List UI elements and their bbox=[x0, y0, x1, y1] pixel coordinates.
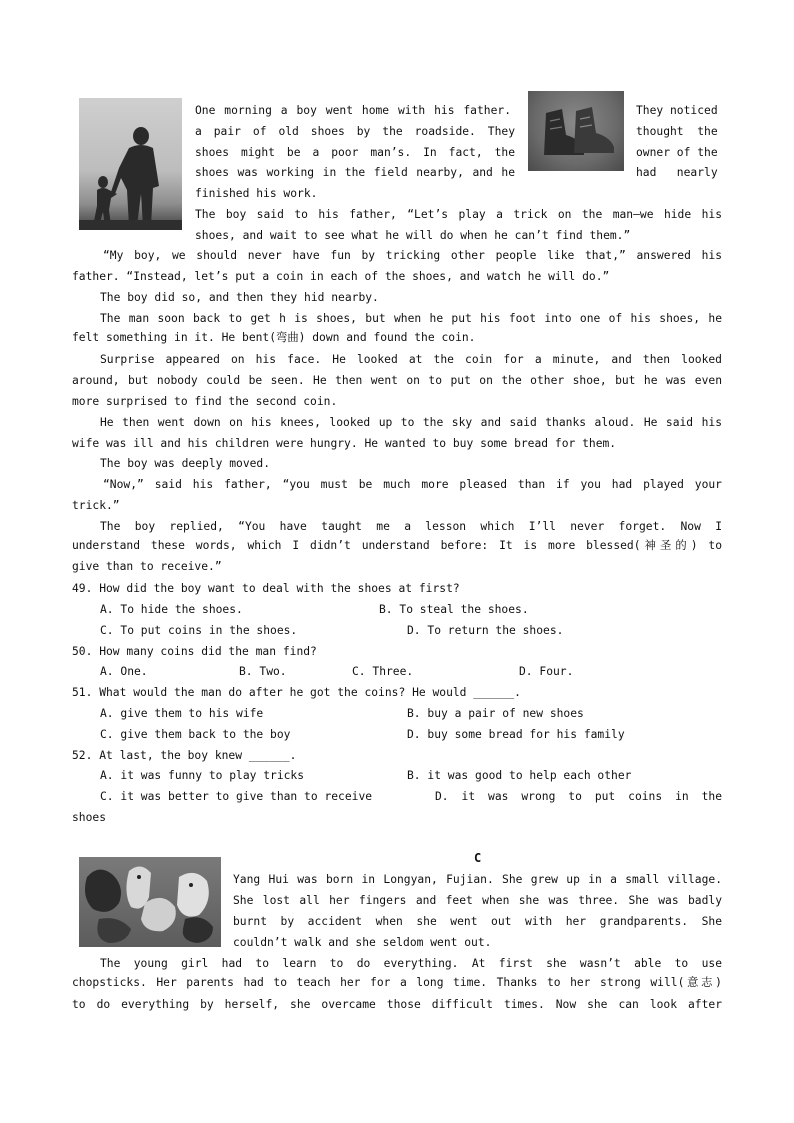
question-option: C. give them back to the boy bbox=[100, 728, 291, 741]
passage-c-line: The young girl had to learn to do everything. At first she wasn’t able to use bbox=[100, 957, 722, 970]
passage-b-intro-line: a pair of old shoes by the roadside. They bbox=[195, 125, 515, 138]
question-option: B. Two. bbox=[239, 665, 287, 678]
question-option: C. To put coins in the shoes. bbox=[100, 624, 298, 637]
passage-b-line: “Now,” said his father, “you must be much more pleased than if you had played your bbox=[103, 478, 722, 491]
passage-b-intro-line: shoes was working in the field nearby, and he bbox=[195, 166, 515, 179]
passage-b-line: wife was ill and his children were hungry. He wanted to buy some bread for them. bbox=[72, 437, 617, 450]
passage-b-line: He then went down on his knees, looked up to the sky and said thanks aloud. He said his bbox=[100, 416, 722, 429]
passage-b-line: The boy replied, “You have taught me a lesson which I’ll never forget. Now I bbox=[100, 520, 722, 533]
passage-c-intro-line: couldn’t walk and she seldom went out. bbox=[233, 936, 492, 949]
passage-c-line: chopsticks. Her parents had to teach her for a long time. Thanks to her strong will(意志) bbox=[72, 976, 722, 989]
question-option: D. Four. bbox=[519, 665, 574, 678]
question-stem: 51. What would the man do after he got the coins? He would ______. bbox=[72, 686, 521, 699]
passage-b-line: shoes, and wait to see what he will do when he can’t find them.” bbox=[195, 229, 631, 242]
old-shoes-photo bbox=[528, 91, 624, 171]
passage-b-line: understand these words, which I didn’t understand before: It is more blessed(神圣的) to bbox=[72, 539, 722, 552]
passage-b-line: felt something in it. He bent(弯曲) down and found the coin. bbox=[72, 331, 476, 344]
ducks-photo bbox=[79, 857, 221, 947]
passage-b-right-word: They noticed bbox=[636, 104, 718, 117]
passage-b-intro-line: shoes might be a poor man’s. In fact, the bbox=[195, 146, 515, 159]
question-option: shoes bbox=[72, 811, 107, 824]
question-option: D. buy some bread for his family bbox=[407, 728, 625, 741]
boots-icon bbox=[528, 91, 624, 171]
question-stem: 49. How did the boy want to deal with the shoes at first? bbox=[72, 582, 460, 595]
passage-b-right-word: owner of the bbox=[636, 146, 718, 159]
passage-b-line: The man soon back to get h is shoes, but when he put his foot into one of his shoes, he bbox=[100, 312, 722, 325]
question-stem: 50. How many coins did the man find? bbox=[72, 645, 317, 658]
ducks-icon bbox=[79, 857, 221, 947]
question-option: A. it was funny to play tricks bbox=[100, 769, 305, 782]
passage-b-line: more surprised to find the second coin. bbox=[72, 395, 338, 408]
passage-b-right-word: had nearly bbox=[636, 166, 718, 179]
question-option: B. it was good to help each other bbox=[407, 769, 632, 782]
question-option: B. To steal the shoes. bbox=[379, 603, 529, 616]
passage-c-line: to do everything by herself, she overcame those difficult times. Now she can look after bbox=[72, 998, 722, 1011]
father-son-photo bbox=[79, 98, 182, 230]
passage-b-intro-line: One morning a boy went home with his father. bbox=[195, 104, 511, 117]
passage-b-line: The boy said to his father, “Let’s play a trick on the man—we hide his bbox=[195, 208, 722, 221]
question-stem: 52. At last, the boy knew ______. bbox=[72, 749, 297, 762]
passage-c-intro-line: She lost all her fingers and feet when she was three. She was badly bbox=[233, 894, 722, 907]
passage-c-intro-line: burnt by accident when she went out with her grandparents. She bbox=[233, 915, 722, 928]
passage-b-line: give than to receive.” bbox=[72, 560, 222, 573]
passage-b-line: father. “Instead, let’s put a coin in each of the shoes, and watch he will do.” bbox=[72, 270, 610, 283]
passage-b-line: The boy did so, and then they hid nearby. bbox=[100, 291, 379, 304]
question-option: D. it was wrong to put coins in the bbox=[435, 790, 722, 803]
passage-b-line: The boy was deeply moved. bbox=[100, 457, 271, 470]
passage-b-line: Surprise appeared on his face. He looked at the coin for a minute, and then looked bbox=[100, 353, 722, 366]
passage-b-intro-line: finished his work. bbox=[195, 187, 318, 200]
passage-b-line: trick.” bbox=[72, 499, 120, 512]
passage-b-line: around, but nobody could be seen. He then went on to put on the other shoe, but he was even bbox=[72, 374, 722, 387]
passage-b-line: “My boy, we should never have fun by tricking other people like that,” answered his bbox=[103, 249, 722, 262]
question-option: D. To return the shoes. bbox=[407, 624, 564, 637]
question-option: C. it was better to give than to receive bbox=[100, 790, 373, 803]
silhouette-icon bbox=[79, 98, 182, 230]
question-option: A. To hide the shoes. bbox=[100, 603, 243, 616]
passage-b-right-word: thought the bbox=[636, 125, 718, 138]
question-option: A. One. bbox=[100, 665, 148, 678]
passage-c-intro-line: Yang Hui was born in Longyan, Fujian. She grew up in a small village. bbox=[233, 873, 722, 886]
question-option: C. Three. bbox=[352, 665, 414, 678]
passage-c-heading: C bbox=[474, 851, 482, 865]
question-option: A. give them to his wife bbox=[100, 707, 264, 720]
question-option: B. buy a pair of new shoes bbox=[407, 707, 584, 720]
